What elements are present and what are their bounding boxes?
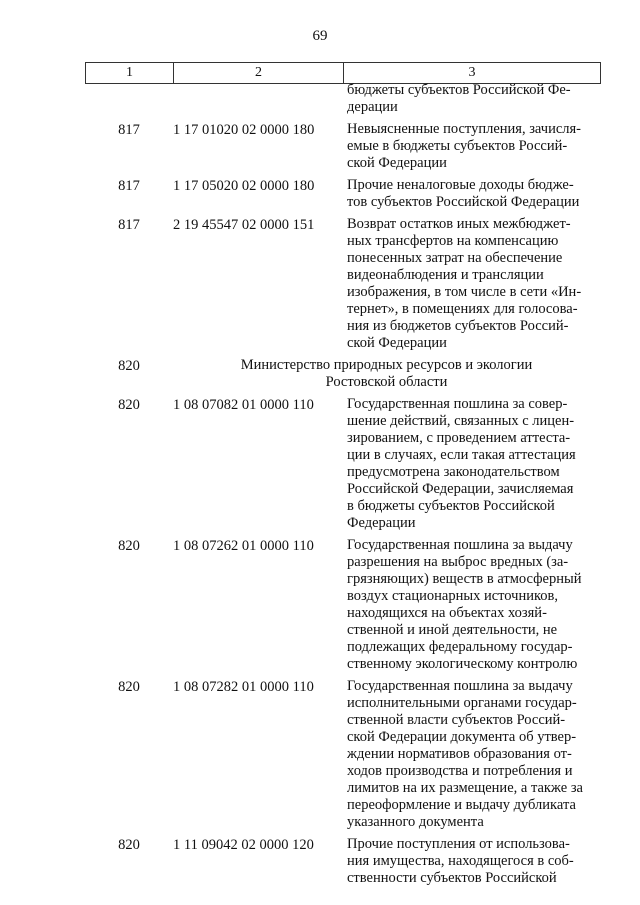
budget-classification-code: 1 08 07282 01 0000 110 — [173, 679, 314, 695]
table-body — [85, 82, 600, 892]
description-line: тов субъектов Российской Федерации — [347, 194, 580, 210]
description-line: Государственная пошлина за выдачу — [347, 678, 573, 694]
page-number: 69 — [312, 28, 328, 44]
description-line: лимитов на их размещение, а также за — [347, 780, 583, 796]
description-line: в бюджеты субъектов Российской — [347, 498, 555, 514]
description-line: воздух стационарных источников, — [347, 588, 559, 604]
description-line: понесенных затрат на обеспечение — [347, 250, 563, 266]
description-line: зированием, с проведением аттеста- — [347, 430, 571, 446]
income-description — [343, 537, 598, 673]
description-line: Федерации — [347, 515, 416, 531]
table-row — [85, 537, 600, 673]
budget-classification-code: 1 17 05020 02 0000 180 — [173, 178, 315, 194]
admin-code: 820 — [118, 397, 140, 413]
description-line: емые в бюджеты субъектов Россий- — [347, 138, 568, 154]
description-line: ственной власти субъектов Россий- — [347, 712, 566, 728]
ministry-name — [173, 357, 600, 391]
description-line: ской Федерации — [347, 155, 447, 171]
description-line: Невыясненные поступления, зачисля- — [347, 121, 581, 137]
admin-code: 817 — [118, 122, 140, 138]
description-line: ждении нормативов образования от- — [347, 746, 572, 762]
admin-code: 820 — [118, 538, 140, 554]
admin-code: 817 — [118, 217, 140, 233]
ministry-heading-row — [85, 357, 600, 391]
table-row — [85, 678, 600, 831]
description-line: дерации — [347, 99, 398, 115]
table-row — [85, 82, 600, 116]
description-line: Российской Федерации, зачисляемая — [347, 481, 574, 497]
description-line: Государственная пошлина за совер- — [347, 396, 568, 412]
budget-classification-code: 1 08 07082 01 0000 110 — [173, 397, 314, 413]
description-line: исполнительными органами государ- — [347, 695, 577, 711]
column-header-table — [85, 62, 601, 84]
income-description — [343, 216, 598, 352]
description-line: ния из бюджетов субъектов Россий- — [347, 318, 569, 334]
description-line: Прочие поступления от использова- — [347, 836, 570, 852]
admin-code: 820 — [118, 679, 140, 695]
description-line: Прочие неналоговые доходы бюдже- — [347, 177, 574, 193]
budget-classification-code: 1 17 01020 02 0000 180 — [173, 122, 315, 138]
description-line: ния имущества, находящегося в соб- — [347, 853, 574, 869]
income-description — [343, 177, 598, 211]
income-description — [343, 121, 598, 172]
description-line: Ростовской области — [325, 374, 448, 390]
income-description — [343, 396, 598, 532]
budget-classification-code: 2 19 45547 02 0000 151 — [173, 217, 315, 233]
description-line: ственной и иной деятельности, не — [347, 622, 558, 638]
description-line: ходов производства и потребления и — [347, 763, 573, 779]
description-line: подлежащих федеральному государ- — [347, 639, 573, 655]
income-description — [343, 82, 598, 116]
description-line: видеонаблюдения и трансляции — [347, 267, 544, 283]
description-line: грязняющих) веществ в атмосферный — [347, 571, 582, 587]
description-line: находящихся на объектах хозяй- — [347, 605, 547, 621]
budget-classification-code: 1 11 09042 02 0000 120 — [173, 837, 314, 853]
description-line: ственности субъектов Российской — [347, 870, 557, 886]
description-line: изображения, в том числе в сети «Ин- — [347, 284, 582, 300]
description-line: ской Федерации — [347, 335, 447, 351]
budget-classification-code — [173, 82, 343, 116]
description-line: Государственная пошлина за выдачу — [347, 537, 573, 553]
description-line: Возврат остатков иных межбюджет- — [347, 216, 571, 232]
admin-code — [85, 82, 173, 116]
description-line: указанного документа — [347, 814, 484, 830]
description-line: разрешения на выброс вредных (за- — [347, 554, 569, 570]
admin-code: 817 — [118, 178, 140, 194]
description-line: ции в случаях, если такая аттестация — [347, 447, 576, 463]
column-header-3: 3 — [344, 63, 601, 84]
income-description — [343, 836, 598, 887]
description-line: ской Федерации документа об утвер- — [347, 729, 577, 745]
table-row — [85, 396, 600, 532]
description-line: переоформление и выдачу дубликата — [347, 797, 576, 813]
table-row — [85, 216, 600, 352]
description-line: предусмотрена законодательством — [347, 464, 560, 480]
description-line: ных трансфертов на компенсацию — [347, 233, 559, 249]
table-row — [85, 121, 600, 172]
column-header-2: 2 — [174, 63, 344, 84]
description-line: Министерство природных ресурсов и экологии — [240, 357, 533, 373]
income-description — [343, 678, 598, 831]
description-line: шение действий, связанных с лицен- — [347, 413, 575, 429]
description-line: бюджеты субъектов Российской Фе- — [347, 82, 571, 98]
column-header-1: 1 — [86, 63, 174, 84]
table-row — [85, 177, 600, 211]
admin-code: 820 — [118, 358, 140, 374]
description-line: ственному экологическому контролю — [347, 656, 578, 672]
admin-code: 820 — [118, 837, 140, 853]
table-row — [85, 836, 600, 887]
budget-classification-code: 1 08 07262 01 0000 110 — [173, 538, 314, 554]
description-line: тернет», в помещениях для голосова- — [347, 301, 578, 317]
